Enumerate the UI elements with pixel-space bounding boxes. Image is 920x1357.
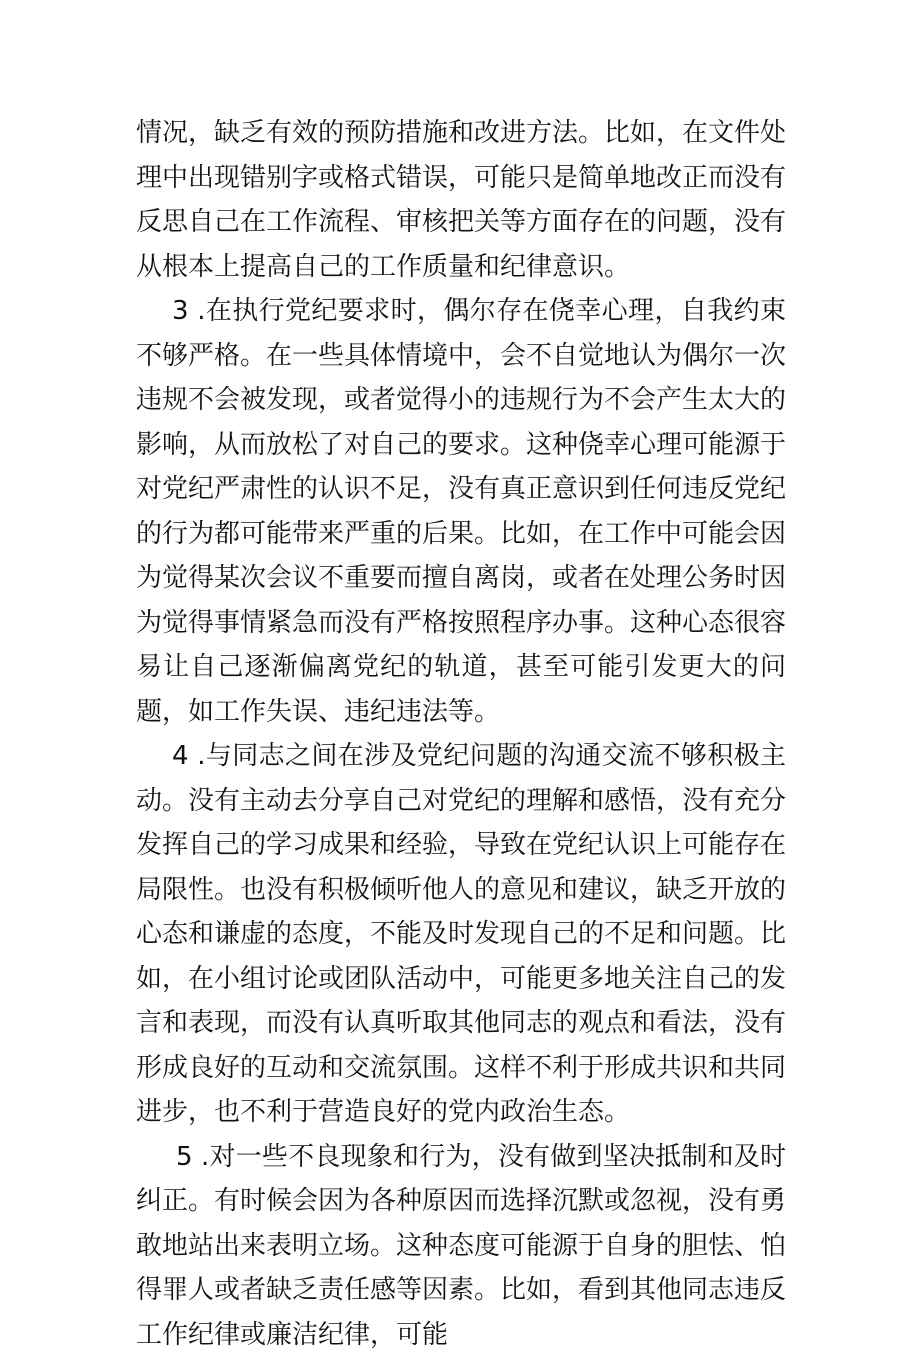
paragraph-continued: 情况，缺乏有效的预防措施和改进方法。比如，在文件处理中出现错别字或格式错误，可能只是简单地改正而没有反思自己在工作流程、审核把关等方面存在的问题，没有从根本上提高自己的工作质量和纪律意识。 (136, 111, 786, 289)
paragraph-item-3: 3 .在执行党纪要求时，偶尔存在侥幸心理，自我约束不够严格。在一些具体情境中，会不自觉地认为偶尔一次违规不会被发现，或者觉得小的违规行为不会产生太大的影响，从而放松了对自己的要求。这种侥幸心理可能源于对党纪严肃性的认识不足，没有真正意识到任何违反党纪的行为都可能带来严重的后果。比如，在工作中可能会因为觉得某次会议不重要而擅自离岗，或者在处理公务时因为觉得事情紧急而没有严格按照程序办事。这种心态很容易让自己逐渐偏离党纪的轨道，甚至可能引发更大的问题，如工作失误、违纪违法等。 (136, 289, 786, 734)
paragraph-item-5: 5 .对一些不良现象和行为，没有做到坚决抵制和及时纠正。有时候会因为各种原因而选择沉默或忽视，没有勇敢地站出来表明立场。这种态度可能源于自身的胆怯、怕得罪人或者缺乏责任感等因素。比如，看到其他同志违反工作纪律或廉洁纪律，可能 (136, 1135, 786, 1357)
document-page (136, 111, 786, 1357)
paragraph-item-4: 4 .与同志之间在涉及党纪问题的沟通交流不够积极主动。没有主动去分享自己对党纪的理解和感悟，没有充分发挥自己的学习成果和经验，导致在党纪认识上可能存在局限性。也没有积极倾听他人的意见和建议，缺乏开放的心态和谦虚的态度，不能及时发现自己的不足和问题。比如，在小组讨论或团队活动中，可能更多地关注自己的发言和表现，而没有认真听取其他同志的观点和看法，没有形成良好的互动和交流氛围。这样不利于形成共识和共同进步，也不利于营造良好的党内政治生态。 (136, 734, 786, 1135)
